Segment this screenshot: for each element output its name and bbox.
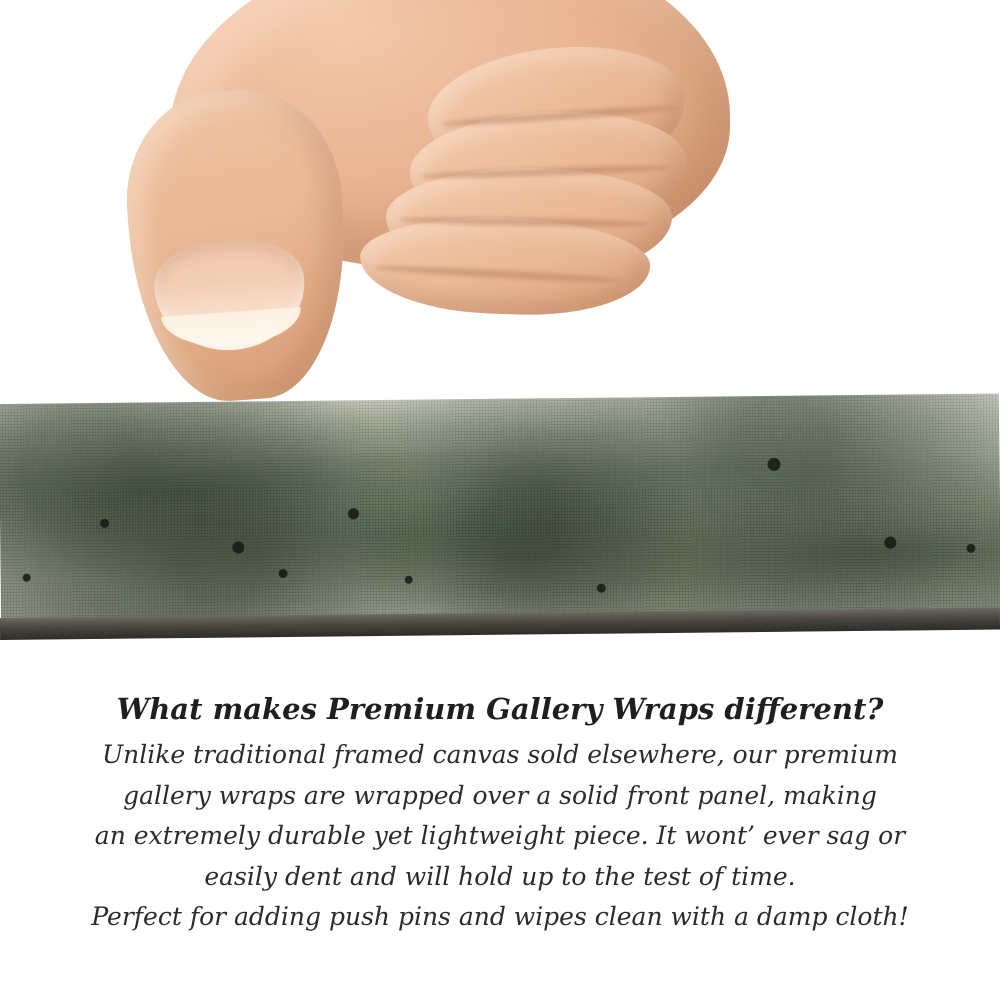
canvas-speck — [279, 569, 288, 578]
caption-line: easily dent and will hold up to the test of time. — [204, 861, 796, 891]
canvas-speck — [405, 576, 413, 584]
canvas-speck — [23, 574, 31, 582]
caption-line: gallery wraps are wrapped over a solid front panel, making — [123, 780, 877, 810]
caption-body — [0, 735, 1000, 938]
caption-title: What makes Premium Gallery Wraps different? — [116, 692, 884, 726]
canvas-speck — [100, 519, 109, 528]
canvas-speck — [966, 544, 975, 553]
caption-line: Perfect for adding push pins and wipes clean with a damp cloth! — [91, 902, 909, 932]
caption-line: Unlike traditional framed canvas sold elsewhere, our premium — [102, 740, 898, 770]
caption-block — [0, 690, 1000, 938]
canvas-speck — [597, 584, 606, 593]
canvas-speck — [767, 458, 780, 471]
caption-line: an extremely durable yet lightweight piece. It wont’ ever sag or — [94, 821, 906, 851]
canvas-speck — [348, 508, 359, 519]
canvas-speck — [884, 537, 896, 549]
canvas-wrap-edge-strip — [0, 394, 1000, 626]
canvas-speck — [232, 541, 244, 553]
hand-pressing-canvas-edge — [110, 0, 730, 440]
canvas-texture-overlay — [0, 394, 1000, 626]
